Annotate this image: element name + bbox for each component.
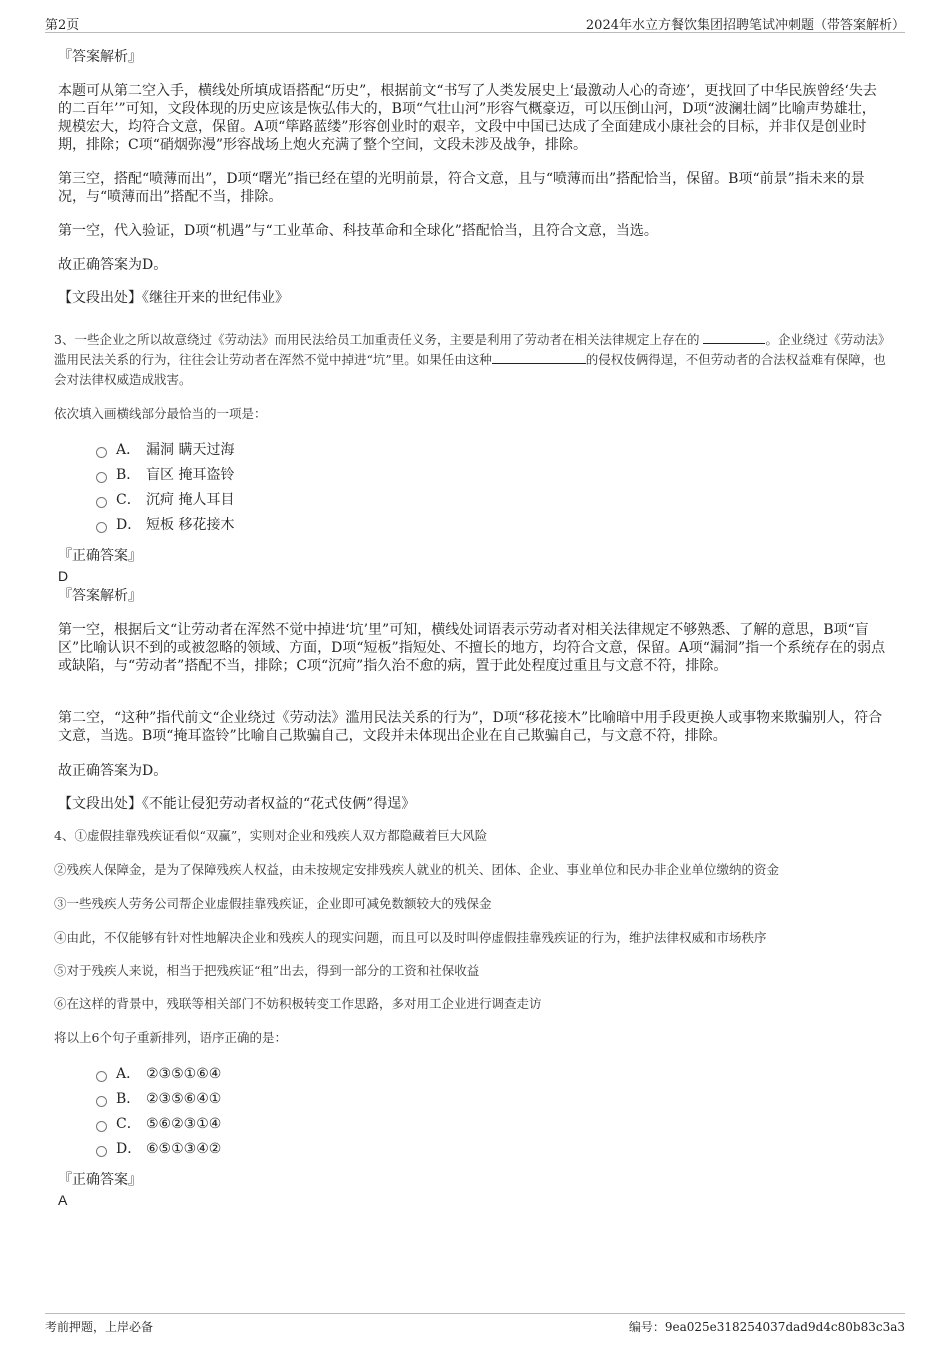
q3-answer: D [58,568,69,584]
radio-icon[interactable] [96,497,107,508]
q2-analysis-para2: 第三空，搭配“喷薄而出”，D项“曙光”指已经在望的光明前景，符合文意，且与“喷薄而出”搭配恰当，保留。B项“前景”指未来的景况，与“喷薄而出”搭配不当，排除。 [58,171,865,205]
q2-conclusion: 故正确答案为D。 [58,257,168,273]
q4-option-a[interactable]: A． ②③⑤①⑥④ [58,1062,458,1087]
q3-options [58,438,458,538]
q3-stem-part1: 3、一些企业之所以故意绕过《劳动法》而用民法给员工加重责任义务，主要是利用了劳动者在相关法律规定上存在的 [54,332,700,347]
q2-analysis-label: 『答案解析』 [58,49,142,65]
radio-icon[interactable] [96,1146,107,1157]
q3-analysis-para2: 第二空，“这种”指代前文“企业绕过《劳动法》滥用民法关系的行为”，D项“移花接木”比喻暗中用手段更换人或事物来欺骗别人，符合文意，当选。B项“掩耳盗铃”比喻自己欺骗自己，文段并未体现出企业在自己欺骗自己，与文意不符，排除。 [58,710,883,744]
q4-option-d[interactable]: D． ⑥⑤①③④② [58,1137,458,1162]
q4-answer-label: 『正确答案』 [58,1172,142,1188]
radio-icon[interactable] [96,447,107,458]
q3-option-d[interactable]: D． 短板 移花接木 [58,513,458,538]
q3-blank-1 [703,331,765,344]
q4-answer: A [58,1192,68,1208]
q3-analysis-label: 『答案解析』 [58,588,142,604]
q4-options [58,1062,458,1162]
footer-serial: 编号：9ea025e318254037dad9d4c80b83c3a3 [628,1320,905,1334]
radio-icon[interactable] [96,522,107,533]
q4-option-c[interactable]: C． ⑤⑥②③①④ [58,1112,458,1137]
radio-icon[interactable] [96,1121,107,1132]
q3-option-c[interactable]: C． 沉疴 掩人耳目 [58,488,458,513]
q3-conclusion: 故正确答案为D。 [58,763,168,779]
q3-option-b[interactable]: B． 盲区 掩耳盗铃 [58,463,458,488]
q4-prompt: 将以上6个句子重新排列，语序正确的是： [54,1030,287,1045]
q4-sentence-2: ②残疾人保障金，是为了保障残疾人权益，由未按规定安排残疾人就业的机关、团体、企业、事业单位和民办非企业单位缴纳的资金 [54,862,780,877]
footer-slogan: 考前押题，上岸必备 [45,1320,154,1334]
q3-source: 【文段出处】《不能让侵犯劳动者权益的“花式伎俩”得逞》 [58,796,416,812]
radio-icon[interactable] [96,472,107,483]
q2-analysis-para3: 第一空，代入验证，D项“机遇”与“工业革命、科技革命和全球化”搭配恰当，且符合文意，当选。 [58,223,658,239]
q4-sentence-5: ⑤对于残疾人来说，相当于把残疾证“租”出去，得到一部分的工资和社保收益 [54,963,480,978]
q4-sentence-4: ④由此，不仅能够有针对性地解决企业和残疾人的现实问题，而且可以及时叫停虚假挂靠残疾证的行为，维护法律权威和市场秩序 [54,930,767,945]
document-title: 2024年水立方餐饮集团招聘笔试冲刺题（带答案解析） [585,18,905,33]
q3-stem [54,330,890,390]
q4-sentence-3: ③一些残疾人劳务公司帮企业虚假挂靠残疾证，企业即可减免数额较大的残保金 [54,896,492,911]
q3-option-a[interactable]: A． 漏洞 瞒天过海 [58,438,458,463]
q3-analysis-para1: 第一空，根据后文“让劳动者在浑然不觉中掉进‘坑’里”可知，横线处词语表示劳动者对相关法律规定不够熟悉、了解的意思，B项“盲区”比喻认识不到的或被忽略的领域、方面，D项“短板”指短处、不擅长的地方，均符合文意，保留。A项“漏洞”指一个系统存在的弱点或缺陷，与“劳动者”搭配不当，排除；C项“沉疴”指久治不愈的病，置于此处程度过重且与文意不符，排除。 [58,622,886,674]
page-header [45,10,905,33]
q3-stem-part2: 。企业绕过《劳动法》滥用民法关系的行为，往往会让劳动者在浑然不觉中掉进“坑”里。如果任由这种 [54,332,885,367]
q4-sentence-6: ⑥在这样的背景中，残联等相关部门不妨积极转变工作思路，多对用工企业进行调查走访 [54,996,542,1011]
q4-sentence-1: 4、①虚假挂靠残疾证看似“双赢”，实则对企业和残疾人双方都隐藏着巨大风险 [54,828,488,843]
q2-source: 【文段出处】《继往开来的世纪伟业》 [58,290,289,306]
q3-stem-part3: 的侵权伎俩得逞，不但劳动者的合法权益难有保障，也会对法律权威造成戕害。 [54,352,886,387]
q2-analysis-para1: 本题可从第二空入手，横线处所填成语搭配“历史”，根据前文“书写了人类发展史上‘最激动人心的奇迹’，更找回了中华民族曾经‘失去的二百年’”可知，文段体现的历史应该是恢弘伟大的，B项“气壮山河”形容气概豪迈，可以压倒山河，D项“波澜壮阔”比喻声势雄壮，规模宏大，均符合文意，保留。A项“筚路蓝缕”形容创业时的艰辛，文段中中国已达成了全面建成小康社会的目标，并非仅是创业时期，排除；C项“硝烟弥漫”形容战场上炮火充满了整个空间，文段未涉及战争，排除。 [58,83,877,153]
radio-icon[interactable] [96,1096,107,1107]
q3-prompt: 依次填入画横线部分最恰当的一项是： [54,406,267,421]
q4-option-b[interactable]: B． ②③⑤⑥④① [58,1087,458,1112]
radio-icon[interactable] [96,1071,107,1082]
page-number: 第2页 [45,18,80,33]
q3-answer-label: 『正确答案』 [58,548,142,564]
page-footer [45,1313,905,1336]
q3-blank-2 [492,351,586,364]
